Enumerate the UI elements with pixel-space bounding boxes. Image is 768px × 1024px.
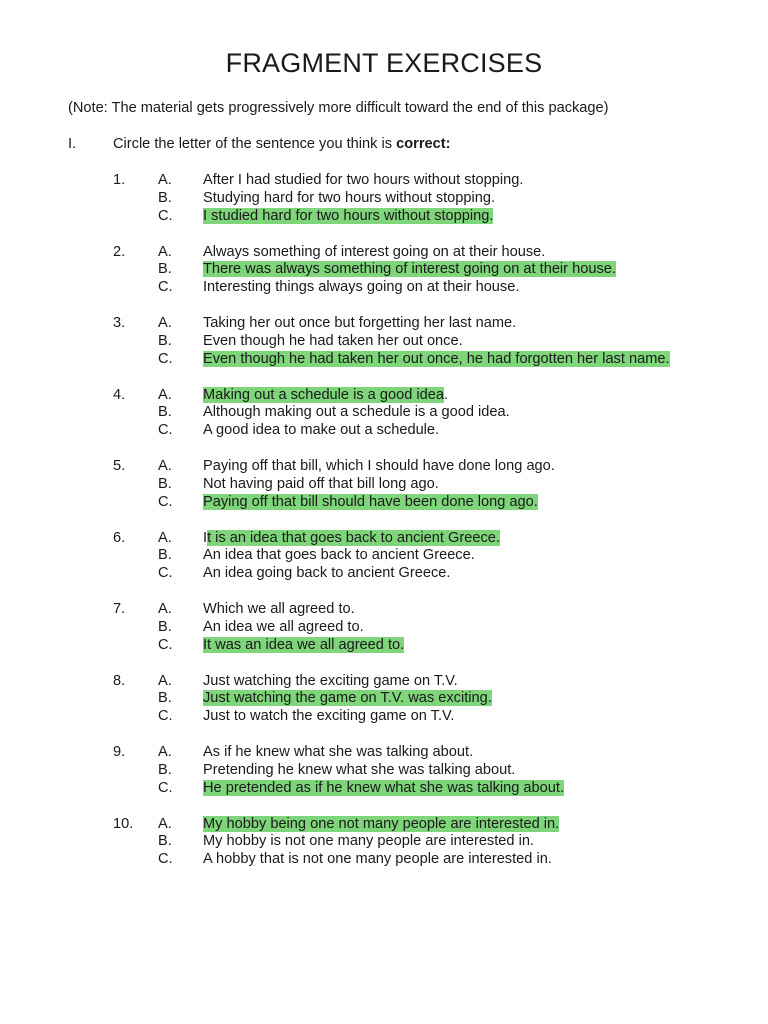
- answer-option[interactable]: [0, 261, 768, 279]
- option-text: [203, 690, 492, 708]
- answer-option[interactable]: [0, 530, 768, 548]
- option-text-plain: An idea that goes back to ancient Greece.: [203, 547, 475, 564]
- option-text-plain: Even though he had taken her out once.: [203, 332, 463, 349]
- option-text-plain: My hobby is not one many people are interested in.: [203, 833, 534, 850]
- option-letter[interactable]: C.: [158, 493, 173, 510]
- option-text-plain: Which we all agreed to.: [203, 601, 355, 617]
- question-number: 6.: [113, 529, 126, 546]
- highlighted-answer: It was an idea we all agreed to.: [203, 636, 405, 653]
- option-text-plain: Just to watch the exciting game on T.V.: [203, 708, 455, 725]
- option-text: [203, 637, 404, 655]
- option-letter[interactable]: B.: [158, 475, 172, 492]
- answer-option[interactable]: [0, 547, 768, 565]
- option-text: [203, 476, 439, 494]
- answer-option[interactable]: [0, 833, 768, 851]
- option-letter[interactable]: B.: [158, 833, 172, 850]
- option-text: [203, 673, 458, 691]
- option-text-plain: After I had studied for two hours without stopping.: [203, 172, 524, 188]
- question-number: 10.: [113, 815, 134, 832]
- option-letter[interactable]: C.: [158, 851, 173, 868]
- highlighted-answer: He pretended as if he knew what she was talking about.: [203, 779, 565, 796]
- option-text: [203, 816, 559, 834]
- option-text: [203, 762, 515, 780]
- highlighted-answer: Just watching the game on T.V. was exciting.: [203, 690, 492, 707]
- option-text: [203, 422, 439, 440]
- option-text-plain: Studying hard for two hours without stopping.: [203, 189, 496, 206]
- question-6: [0, 530, 768, 602]
- option-text: [203, 494, 538, 512]
- option-letter[interactable]: A.: [158, 458, 172, 474]
- option-text: [203, 244, 545, 262]
- intro-note: (Note: The material gets progressively more difficult toward the end of this package): [68, 100, 609, 116]
- option-text-plain: Not having paid off that bill long ago.: [203, 475, 439, 492]
- option-letter[interactable]: B.: [158, 189, 172, 206]
- highlighted-answer: Making out a schedule is a good idea: [203, 386, 444, 403]
- answer-option[interactable]: [0, 208, 768, 226]
- highlighted-answer: Even though he had taken her out once, he had forgotten her last name.: [203, 350, 670, 367]
- option-text-plain: Just watching the exciting game on T.V.: [203, 672, 458, 689]
- question-number: 9.: [113, 744, 126, 760]
- highlighted-answer: Paying off that bill should have been done long ago.: [203, 493, 538, 510]
- option-letter[interactable]: B.: [158, 261, 172, 278]
- question-number: 8.: [113, 672, 126, 689]
- question-10: [0, 816, 768, 888]
- option-text: [203, 744, 473, 762]
- option-letter[interactable]: B.: [158, 547, 172, 564]
- option-text: [203, 708, 454, 726]
- option-text-plain: Always something of interest going on at their house.: [203, 243, 546, 260]
- highlighted-answer: I studied hard for two hours without stopping.: [203, 207, 494, 224]
- question-4: [0, 387, 768, 459]
- option-text: [203, 261, 616, 279]
- option-text: [203, 547, 475, 565]
- question-list: [0, 172, 768, 887]
- answer-option[interactable]: [0, 744, 768, 762]
- option-text-plain: A good idea to make out a schedule.: [203, 422, 440, 439]
- option-letter[interactable]: C.: [158, 279, 173, 296]
- answer-option[interactable]: [0, 476, 768, 494]
- instruction-bold: correct:: [396, 136, 451, 152]
- answer-option[interactable]: [0, 404, 768, 422]
- answer-option[interactable]: [0, 816, 768, 834]
- option-letter[interactable]: B.: [158, 404, 172, 421]
- answer-option[interactable]: [0, 565, 768, 583]
- answer-option[interactable]: [0, 494, 768, 512]
- option-letter[interactable]: C.: [158, 422, 173, 439]
- question-number: 1.: [113, 172, 126, 188]
- option-letter[interactable]: A.: [158, 672, 172, 689]
- question-number: 7.: [113, 601, 126, 617]
- option-text-plain: An idea going back to ancient Greece.: [203, 565, 451, 582]
- answer-option[interactable]: [0, 279, 768, 297]
- question-5: [0, 458, 768, 530]
- option-text: [203, 172, 523, 190]
- option-letter[interactable]: A.: [158, 386, 172, 403]
- answer-option[interactable]: [0, 351, 768, 369]
- option-letter[interactable]: C.: [158, 636, 173, 653]
- option-text-plain: Interesting things always going on at their house.: [203, 279, 520, 296]
- highlighted-answer: t is an idea that goes back to ancient Greece.: [207, 529, 500, 546]
- option-text: [203, 458, 555, 476]
- option-text: [203, 315, 516, 333]
- option-letter[interactable]: C.: [158, 350, 173, 367]
- option-text: [203, 565, 450, 583]
- answer-option[interactable]: [0, 673, 768, 691]
- option-letter[interactable]: A.: [158, 243, 172, 260]
- answer-option[interactable]: [0, 333, 768, 351]
- option-text-plain: As if he knew what she was talking about.: [203, 744, 474, 760]
- option-letter[interactable]: A.: [158, 315, 172, 331]
- option-letter[interactable]: A.: [158, 815, 172, 832]
- highlighted-answer: My hobby being one not many people are interested in.: [203, 815, 560, 832]
- option-text: [203, 780, 564, 798]
- option-text: [203, 404, 510, 422]
- option-text: [203, 619, 364, 637]
- option-letter[interactable]: C.: [158, 708, 173, 725]
- question-3: [0, 315, 768, 387]
- option-text: [203, 351, 670, 369]
- option-letter[interactable]: C.: [158, 779, 173, 796]
- option-letter[interactable]: A.: [158, 529, 172, 546]
- answer-option[interactable]: [0, 637, 768, 655]
- option-letter[interactable]: A.: [158, 744, 172, 760]
- answer-option[interactable]: [0, 601, 768, 619]
- option-text-plain: Taking her out once but forgetting her last name.: [203, 315, 517, 331]
- option-letter[interactable]: C.: [158, 207, 173, 224]
- highlighted-answer: There was always something of interest going on at their house.: [203, 261, 616, 278]
- answer-option[interactable]: [0, 708, 768, 726]
- page-title: FRAGMENT EXERCISES: [225, 48, 543, 78]
- answer-option[interactable]: [0, 762, 768, 780]
- answer-option[interactable]: [0, 690, 768, 708]
- answer-option[interactable]: [0, 422, 768, 440]
- answer-option[interactable]: [0, 780, 768, 798]
- answer-option[interactable]: [0, 851, 768, 869]
- question-number: 4.: [113, 386, 126, 403]
- option-text: [203, 208, 493, 226]
- section-number: I.: [68, 136, 77, 152]
- option-text: [203, 530, 500, 548]
- question-2: [0, 244, 768, 316]
- answer-option[interactable]: [0, 172, 768, 190]
- option-letter[interactable]: A.: [158, 172, 172, 188]
- instruction-text: Circle the letter of the sentence you think is: [113, 136, 397, 152]
- option-letter[interactable]: B.: [158, 332, 172, 349]
- option-text-plain: .: [443, 386, 449, 403]
- answer-option[interactable]: [0, 190, 768, 208]
- option-text-plain: Pretending he knew what she was talking about.: [203, 761, 516, 778]
- question-number: 3.: [113, 315, 126, 331]
- question-8: [0, 673, 768, 745]
- answer-option[interactable]: [0, 244, 768, 262]
- option-text: [203, 279, 519, 297]
- question-1: [0, 172, 768, 244]
- question-9: [0, 744, 768, 816]
- question-7: [0, 601, 768, 673]
- option-text-plain: An idea we all agreed to.: [203, 618, 364, 635]
- answer-option[interactable]: [0, 619, 768, 637]
- option-text-plain: Paying off that bill, which I should have done long ago.: [203, 458, 555, 474]
- question-number: 2.: [113, 243, 126, 260]
- answer-option[interactable]: [0, 315, 768, 333]
- option-text: [203, 333, 463, 351]
- option-letter[interactable]: A.: [158, 601, 172, 617]
- option-text-plain: I: [203, 529, 208, 546]
- section-instruction: [113, 136, 450, 152]
- option-text-plain: A hobby that is not one many people are interested in.: [203, 851, 552, 868]
- option-text-plain: Although making out a schedule is a good idea.: [203, 404, 510, 421]
- option-letter[interactable]: C.: [158, 565, 173, 582]
- option-letter[interactable]: B.: [158, 761, 172, 778]
- option-text: [203, 387, 448, 405]
- option-letter[interactable]: B.: [158, 618, 172, 635]
- question-number: 5.: [113, 458, 126, 474]
- answer-option[interactable]: [0, 458, 768, 476]
- option-text: [203, 833, 534, 851]
- answer-option[interactable]: [0, 387, 768, 405]
- option-letter[interactable]: B.: [158, 690, 172, 707]
- option-text: [203, 851, 552, 869]
- option-text: [203, 190, 495, 208]
- option-text: [203, 601, 355, 619]
